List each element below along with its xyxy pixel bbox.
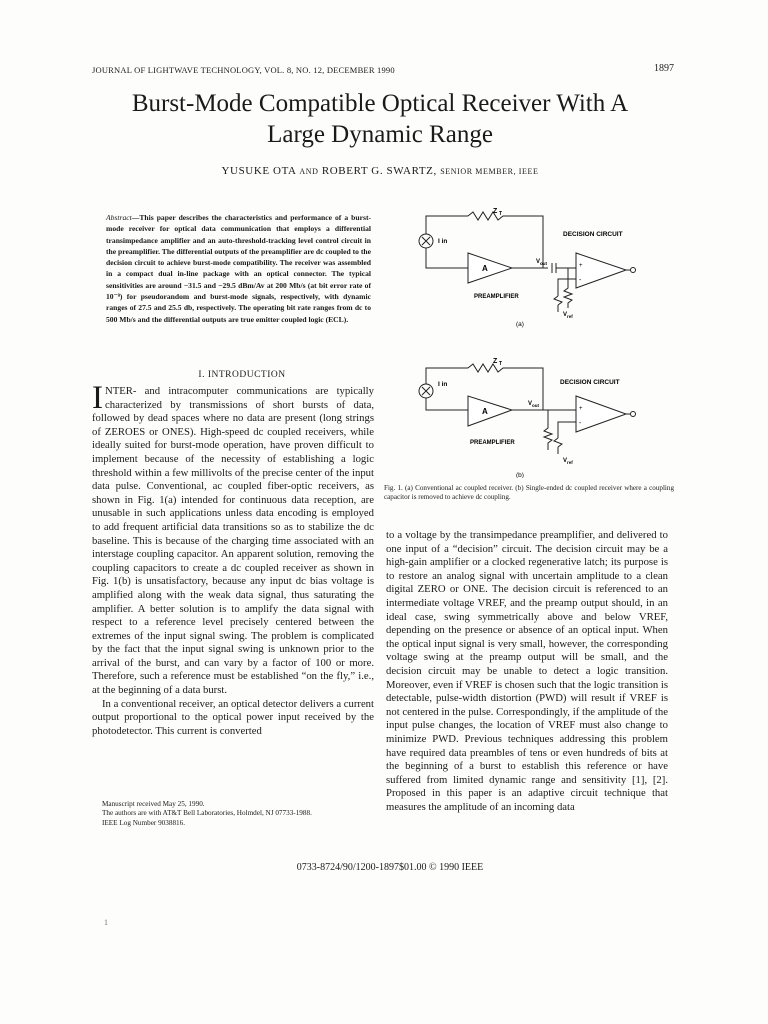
margin-mark: 1	[104, 918, 108, 927]
journal-header: JOURNAL OF LIGHTWAVE TECHNOLOGY, VOL. 8, NO. 12, DECEMBER 1990	[92, 65, 395, 75]
author-2: ROBERT G. SWARTZ,	[321, 165, 437, 177]
fig-a-label: (a)	[516, 321, 524, 328]
fig-b-vref: V	[563, 458, 568, 464]
title-line-2: Large Dynamic Range	[267, 121, 493, 148]
fig-b-plus: +	[579, 406, 583, 412]
intro-paragraph-1	[92, 380, 374, 698]
fig-a-minus: -	[579, 277, 582, 284]
author-line	[60, 165, 700, 177]
body-column-right	[386, 529, 668, 814]
author-2-title: SENIOR MEMBER, IEEE	[440, 167, 539, 176]
fig-a-plus: +	[579, 263, 583, 269]
fig-a-decision: DECISION CIRCUIT	[563, 231, 623, 238]
fig-b-decision: DECISION CIRCUIT	[560, 379, 620, 386]
copyright-line: 0733-8724/90/1200-1897$01.00 © 1990 IEEE	[296, 862, 484, 873]
fig-b-minus: -	[579, 420, 582, 427]
drop-cap: I	[92, 380, 103, 416]
fig-b-vout-sub: out	[532, 403, 539, 408]
fig-b-zt: Z	[493, 358, 498, 365]
abstract	[106, 212, 371, 325]
intro-paragraph-1-text: NTER- and intracomputer communications are typically characterized by transmissions of short bursts of data, followed by dead spaces where no data are present (long strings of ZEROES or ONES). High-speed dc coupled receivers, while ideally suited for burst-mode operation, have proven difficult to implement because of the necessity of establishing a logic threshold within a few millivolts of the precise center of the input data pulse. Conventional, ac coupled fiber-optic receivers, as shown in Fig. 1(a) intended for continuous data reception, are unusable in such applications unless data encoding is employed to add frequent artificial data transitions so as to stabilize the dc baseline. This is because of the charging time associated with an interstage coupling capacitor. An apparent solution, removing the coupling capacitors to create a dc coupled receiver as shown in Fig. 1(b) is unsatisfactory, because any input dc bias voltage is amplified along with the weak data signal, thus saturating the amplifier. A better solution is to amplify the data signal with respect to a reference level precisely centered between the extremes of the input signal swing. The problem is complicated by the fact that the input signal swing is unknown prior to the arrival of the burst, and can vary by a factor of 100 or more. Therefore, such a reference must be established “on the fly,” i.e., at the beginning of a data burst.	[92, 385, 374, 697]
fig-a-preamp: PREAMPLIFIER	[474, 294, 519, 300]
intro-paragraph-3: to a voltage by the transimpedance preamplifier, and delivered to one input of a “decision” circuit. The decision circuit may be a high-gain amplifier or a clocked regenerative latch; its purpose is to restore an analog signal with uncertain amplitude to a clean digital ZERO or ONE. The decision circuit is referenced to an intermediate voltage VREF, and the preamp output should, in an ideal case, swing symmetrically above and below VREF, depending on the presence or absence of an optical input. When the optical input signal is very small, however, the corresponding voltage swing at the preamp output will be small, and the decision circuit may be unable to detect a logic transition. Moreover, even if VREF is chosen such that the logic transition is detectable, pulse-width distortion (PWD) will result if VREF is not centered in the pulse. Correspondingly, if the amplitude of the input pulse changes, the location of VREF must also change to minimize PWD. Previous techniques addressing this problem have required data preambles of tens or even hundreds of bits at the beginning of a burst to establish this reference or have suffered from limited dynamic range and sensitivity [1], [2]. Proposed in this paper is an adaptive circuit technique that measures the amplitude of an incoming data	[386, 529, 668, 813]
page-number: 1897	[654, 63, 674, 74]
figure-1b	[408, 358, 648, 478]
fig-a-vref-sub: ref	[567, 314, 573, 319]
fig-b-vout: V	[528, 401, 533, 407]
fig-b-amp: A	[482, 407, 488, 416]
fig-b-preamp: PREAMPLIFIER	[470, 440, 515, 446]
intro-paragraph-2: In a conventional receiver, an optical detector delivers a current output proportional to the optical power input received by the photodetector. This current is converted	[92, 697, 374, 737]
fig-b-zt-sub: T	[499, 361, 503, 367]
and-word: AND	[299, 167, 319, 176]
author-1: YUSUKE OTA	[221, 165, 296, 177]
body-column-left	[92, 380, 374, 738]
fig-a-vout: V	[536, 259, 541, 265]
fig-b-label: (b)	[516, 472, 524, 478]
figure-caption: Fig. 1. (a) Conventional ac coupled receiver. (b) Single-ended dc coupled receiver where a coupling capacitor is removed to achieve dc coupling.	[384, 484, 674, 502]
paper-title	[60, 88, 700, 150]
fig-a-iin: I in	[438, 238, 448, 245]
fig-a-vout-sub: out	[540, 261, 547, 266]
footnote-line-1: Manuscript received May 25, 1990.	[102, 800, 205, 808]
fig-b-iin: I in	[438, 381, 448, 388]
abstract-label: Abstract	[106, 213, 132, 222]
footnote	[92, 800, 374, 828]
figure-1a	[408, 208, 648, 328]
fig-a-zt: Z	[493, 208, 498, 215]
abstract-text: —This paper describes the characteristics and performance of a burst-mode receiver for optical data communication that employs a differential transimpedance amplifier and an auto-threshold-tracking level control circuit in the preamplifier. The differential outputs of the preamplifier are dc coupled to the decision circuit to achieve burst-mode compatibility. The receiver was assembled in a compact dual in-line package with an optical connector. The typical sensitivities are around −31.5 and −29.5 dBm/Av at 200 Mb/s (at bit error rate of 10⁻⁹) for pseudorandom and burst-mode signals, respectively, with dynamic ranges of 27.5 and 25.5 db, respectively. The operating bit rate ranges from dc to 500 Mb/s and the differential outputs are true emitter coupled logic (ECL).	[106, 213, 371, 324]
fig-a-vref: V	[563, 312, 568, 318]
section-heading: I. INTRODUCTION	[198, 370, 286, 380]
title-line-1: Burst-Mode Compatible Optical Receiver With A	[131, 90, 629, 117]
footnote-line-3: IEEE Log Number 9038816.	[102, 818, 186, 827]
footnote-line-2: The authors are with AT&T Bell Laboratories, Holmdel, NJ 07733-1988.	[102, 809, 312, 818]
fig-b-vref-sub: ref	[567, 460, 573, 465]
fig-a-amp: A	[482, 264, 488, 273]
fig-a-zt-sub: T	[499, 211, 503, 217]
